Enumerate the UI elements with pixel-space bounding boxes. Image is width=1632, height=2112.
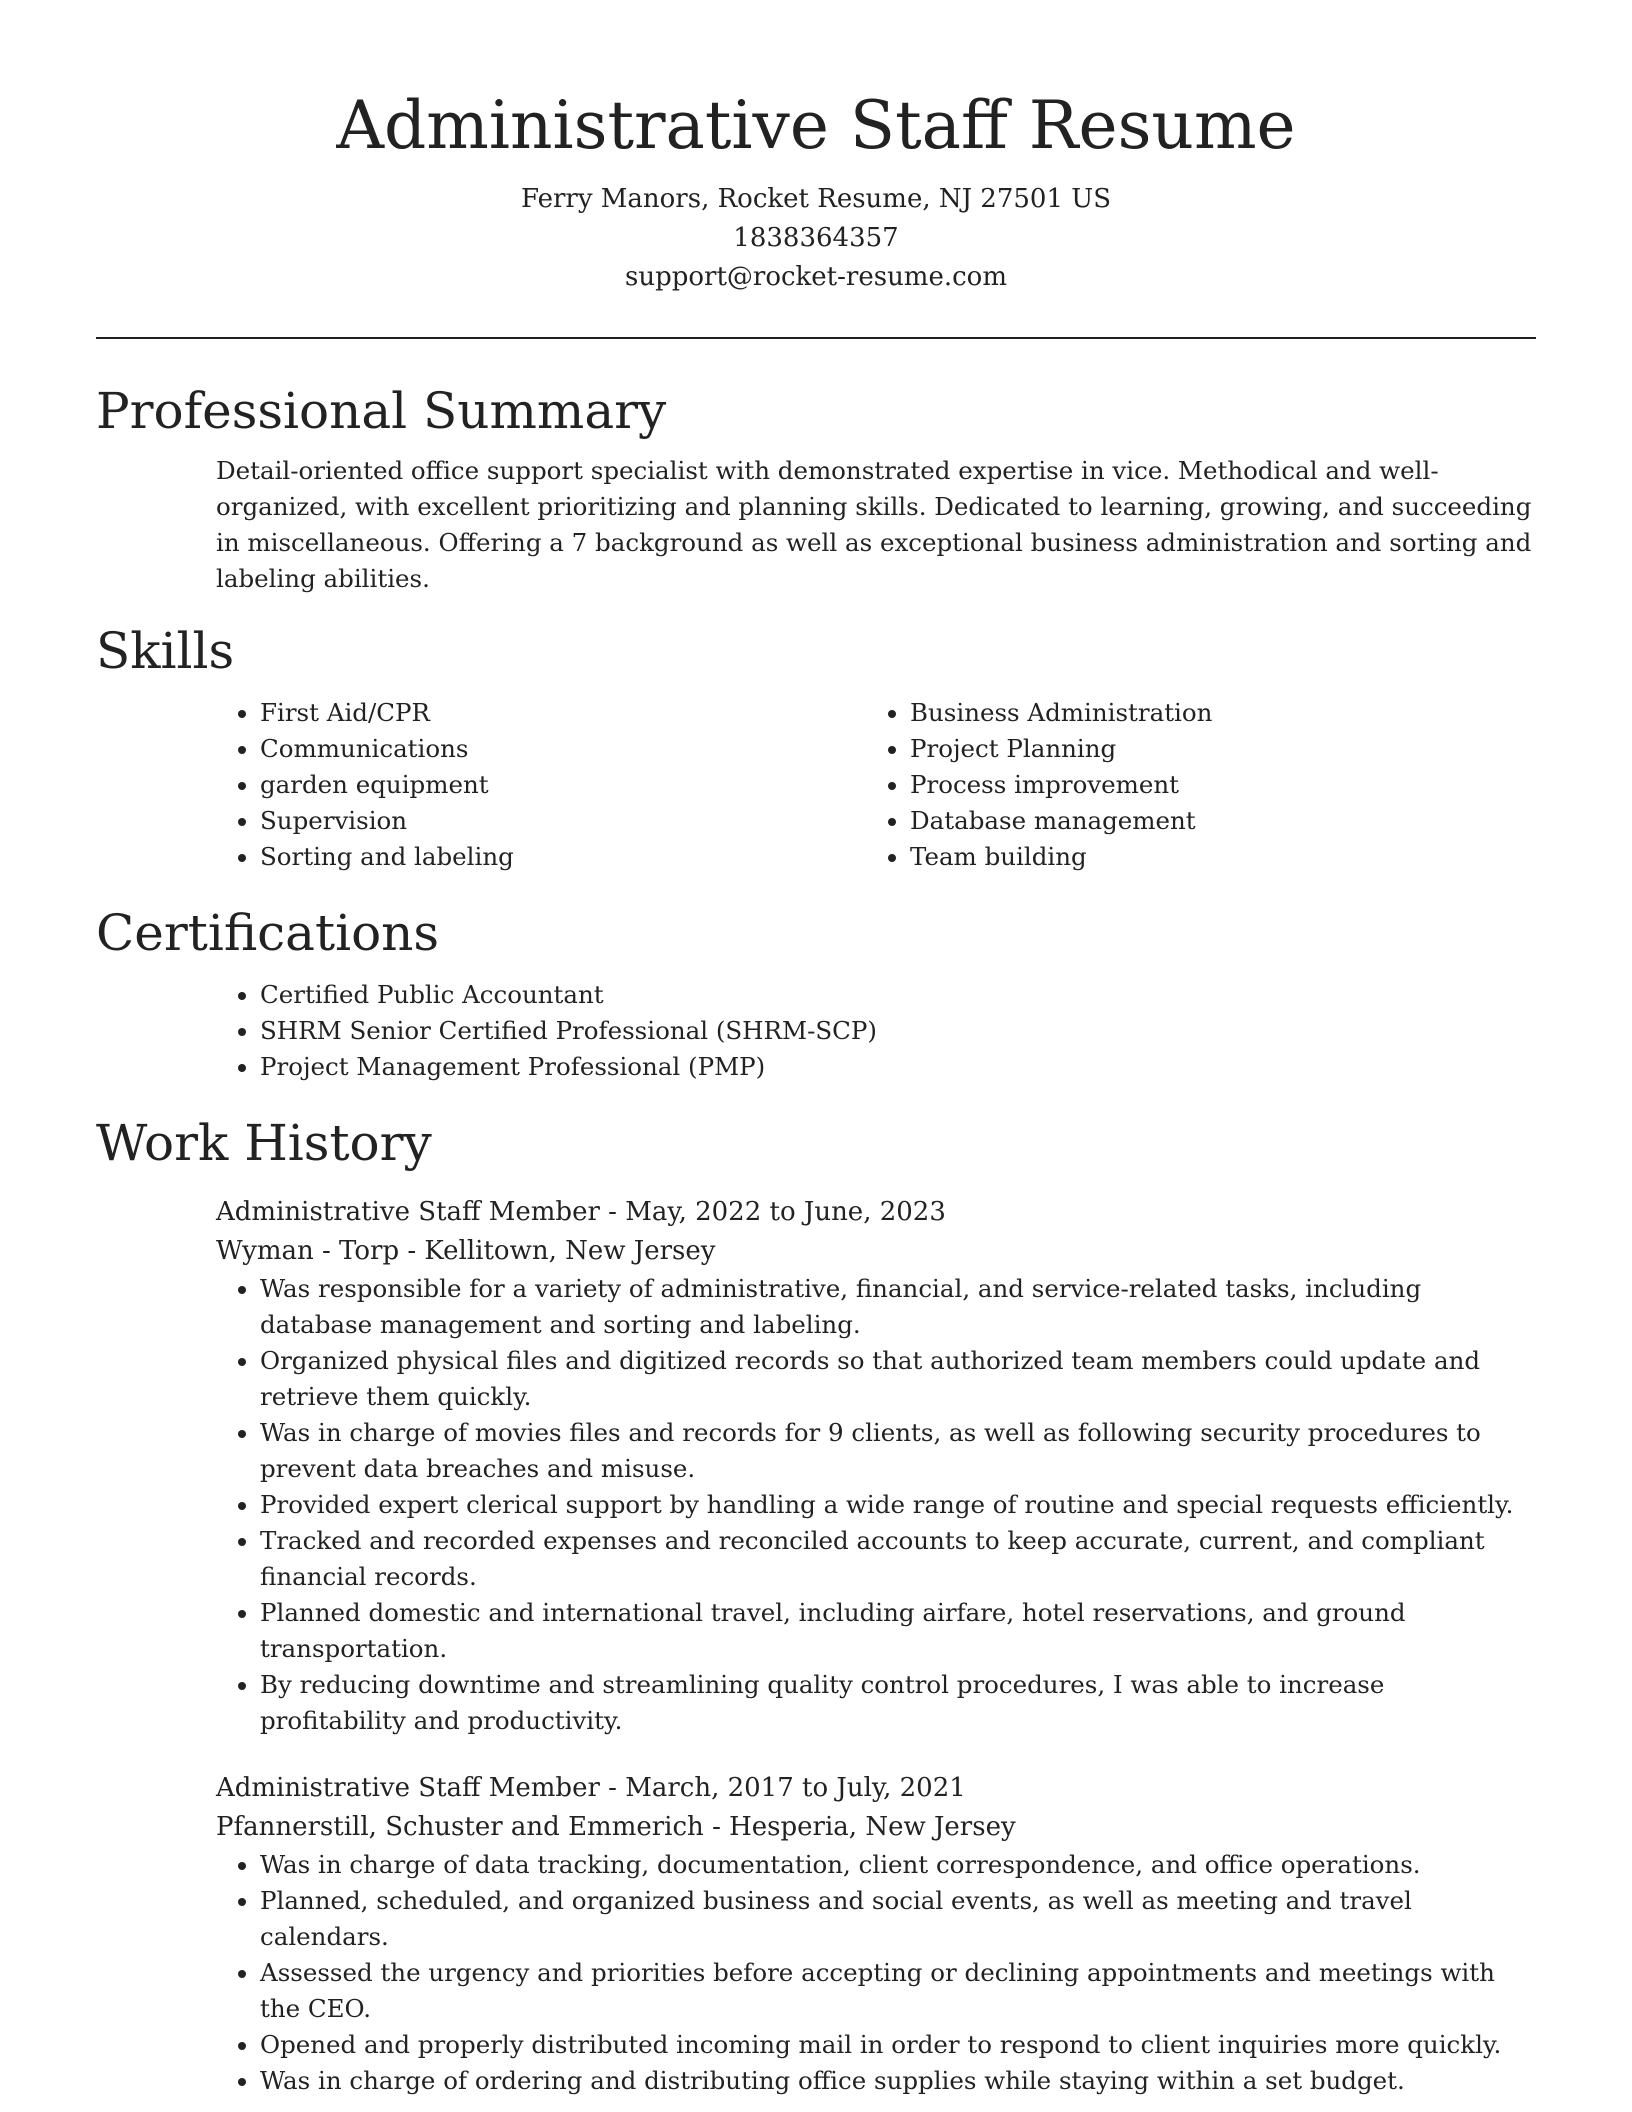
certification-item: • Project Management Professional (PMP) [260, 1049, 1536, 1085]
skill-item: • Business Administration [910, 695, 1510, 731]
certifications-heading: Certifications [96, 904, 440, 962]
skill-item: • garden equipment [260, 767, 746, 803]
skill-item: • Process improvement [910, 767, 1510, 803]
skills-list-left [96, 695, 746, 875]
job-bullet: • Was in charge of ordering and distributing office supplies while staying within a set budget. [260, 2063, 1536, 2099]
resume-page [96, 0, 1536, 2099]
job-bullet: • Planned, scheduled, and organized business and social events, as well as meeting and travel calendars. [260, 1883, 1536, 1955]
skills-section [96, 619, 1536, 875]
skills-list-right [746, 695, 1510, 875]
job-bullet: • Was responsible for a variety of administrative, financial, and service-related tasks, including database management and sorting and labeling. [260, 1271, 1536, 1343]
certification-item: • SHRM Senior Certified Professional (SHRM-SCP) [260, 1013, 1536, 1049]
skills-heading: Skills [96, 622, 235, 680]
contact-email: support@rocket-resume.com [624, 262, 1007, 292]
header-divider [96, 337, 1536, 339]
job-company-line: Wyman - Torp - Kellitown, New Jersey [216, 1236, 716, 1266]
resume-title: Administrative Staff Resume [336, 87, 1296, 164]
certifications-section [96, 901, 1536, 1085]
work-history-section [96, 1111, 1536, 2099]
resume-header [96, 0, 1536, 297]
work-history-heading: Work History [96, 1114, 432, 1172]
job-bullet: • Tracked and recorded expenses and reconciled accounts to keep accurate, current, and compliant financial records. [260, 1523, 1536, 1595]
skill-item: • Team building [910, 839, 1510, 875]
job-bullets [96, 1271, 1536, 1739]
job-role-line: Administrative Staff Member - May, 2022 to June, 2023 [216, 1197, 946, 1227]
summary-section [96, 379, 1536, 597]
job-bullet: • Provided expert clerical support by handling a wide range of routine and special requests efficiently. [260, 1487, 1536, 1523]
skill-item: • Supervision [260, 803, 746, 839]
job-entry [96, 1769, 1536, 2099]
job-role-line: Administrative Staff Member - March, 2017 to July, 2021 [216, 1773, 966, 1803]
job-bullet: • By reducing downtime and streamlining quality control procedures, I was able to increase profitability and productivity. [260, 1667, 1536, 1739]
job-company-line: Pfannerstill, Schuster and Emmerich - Hesperia, New Jersey [216, 1812, 1016, 1842]
job-bullet: • Assessed the urgency and priorities before accepting or declining appointments and meetings with the CEO. [260, 1955, 1536, 2027]
job-bullet: • Was in charge of movies files and records for 9 clients, as well as following security procedures to prevent data breaches and misuse. [260, 1415, 1536, 1487]
job-bullet: • Organized physical files and digitized records so that authorized team members could update and retrieve them quickly. [260, 1343, 1536, 1415]
skill-item: • Project Planning [910, 731, 1510, 767]
skill-item: • Database management [910, 803, 1510, 839]
contact-block [96, 180, 1536, 297]
contact-phone: 1838364357 [733, 223, 899, 253]
job-bullet: • Planned domestic and international travel, including airfare, hotel reservations, and ground transportation. [260, 1595, 1536, 1667]
skills-grid [96, 695, 1536, 875]
job-bullets [96, 1847, 1536, 2099]
job-bullet: • Opened and properly distributed incoming mail in order to respond to client inquiries more quickly. [260, 2027, 1536, 2063]
skill-item: • First Aid/CPR [260, 695, 746, 731]
certification-item: • Certified Public Accountant [260, 977, 1536, 1013]
job-entry [96, 1193, 1536, 1739]
summary-heading: Professional Summary [96, 382, 667, 440]
certifications-list [96, 977, 1536, 1085]
skill-item: • Sorting and labeling [260, 839, 746, 875]
summary-text: Detail-oriented office support specialist with demonstrated expertise in vice. Methodical and well-organized, with excellent prioritizing and planning skills. Dedicated to learning, growing, and succeeding in miscellaneous. Offering a 7 background as well as exceptional business administration and sorting and labeling abilities. [216, 456, 1532, 593]
skill-item: • Communications [260, 731, 746, 767]
job-bullet: • Was in charge of data tracking, documentation, client correspondence, and office operations. [260, 1847, 1536, 1883]
contact-address: Ferry Manors, Rocket Resume, NJ 27501 US [520, 184, 1112, 214]
